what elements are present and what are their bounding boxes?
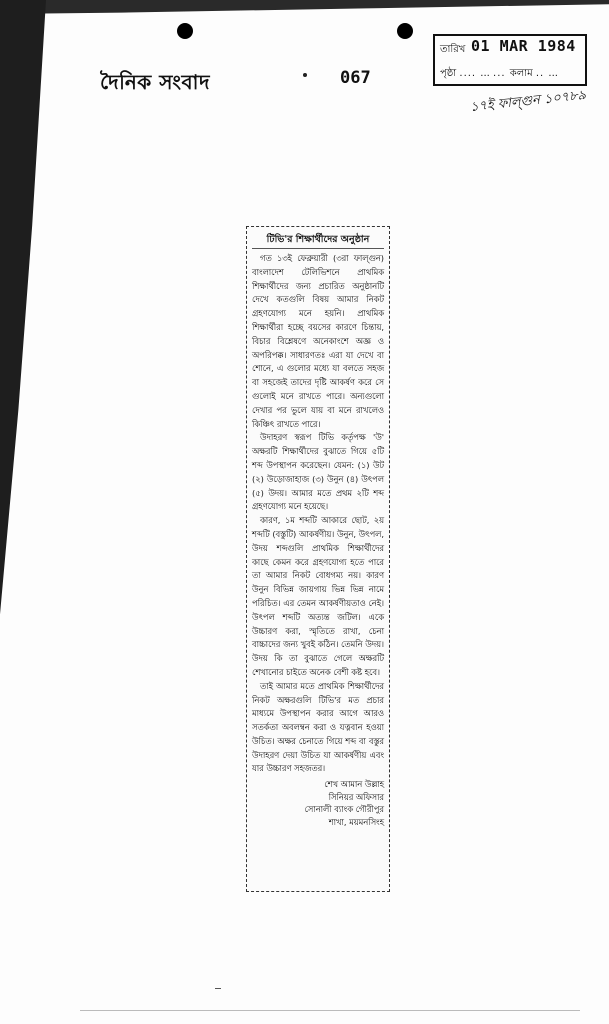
article-signature (252, 778, 384, 828)
newspaper-masthead: দৈনিক সংবাদ (100, 70, 210, 94)
bottom-scuff (80, 1010, 580, 1011)
torn-left-edge (0, 0, 46, 1024)
article-paragraph: উদাহরণ স্বরূপ টিভি কর্তৃপক্ষ 'উ' অক্ষরটি শিক্ষার্থীদের বুঝাতে গিয়ে ৫টি শব্দ উপস্থাপন করেছেন। যেমন: (১) উট (২) উড়োজাহাজ (৩) উনুন (৪) উৎপল (৫) উদয়। আমার মতে প্রথম ২টি শব্দ গ্রহণযোগ্য মনে হয়েছে। (252, 432, 384, 512)
newspaper-clipping (246, 226, 390, 892)
page-number: 067 (340, 68, 371, 88)
handwritten-date-note: ১৭ই ফাল্গুন ১০৭৮৯ (469, 87, 587, 116)
signature-designation: সিনিয়র অফিসার (328, 791, 384, 802)
article-paragraph: কারণ, ১ম শব্দটি আকারে ছোট, ২য় শব্দটি (বস্তুটি) আকর্ষণীয়। উনুন, উৎপল, উদয় শব্দগুলি প্রাথমিক শিক্ষার্থীদের কাছে কেমন করে গ্রহণযোগ্য হতে পারে তা আমার নিকট বোধগম্য নয়। কারণ উনুন বিভিন্ন জায়গায় ভিন্ন ভিন্ন নামে পরিচিত। এর তেমন আকর্ষণীয়তাও নেই। উৎপল শব্দটি অত্যন্ত জটিল। একে উচ্চারণ করা, স্মৃতিতে রাখা, চেনা বাচ্চাদের জন্য খুবই কঠিন। তেমনি উদয়। উদয় কি তা বুঝাতে গেলে অক্ষরটি শেখানোর চাইতে অনেক বেশী কষ্ট হবে। (252, 515, 384, 677)
article-paragraph: গত ১৩ই ফেব্রুয়ারী (৩রা ফাল্গুন) বাংলাদেশ টেলিভিশনে প্রাথমিক শিক্ষার্থীদের জন্য প্রচারিত অনুষ্ঠানটি দেখে কতগুলি বিষয় আমার নিকট গ্রহণযোগ্য মনে হয়নি। প্রাথমিক শিক্ষার্থীরা হচ্ছে বয়সের কারণে চিন্তায়, বিচার বিশ্লেষণে অনেকাংশে অজ্ঞ ও অপরিপক্ক। সাধারণতঃ এরা যা দেখে বা শোনে, এ গুলোর মধ্যে যা বলতে সহজ বা সহজেই তাদের দৃষ্টি আকর্ষণ করে সে গুলোই মনে রাখতে পারে। অন্যগুলো দেখার পর ভুলে যায় বা মনে রাখলেও কিঞ্চিৎ রাখতে পারে। (252, 253, 384, 429)
torn-top-edge (0, 0, 609, 14)
stamp-page-label: পৃষ্ঠা (440, 68, 457, 79)
stamp-page-value: ... (480, 68, 490, 79)
stamp-column-value: ... (548, 68, 558, 79)
date-stamp (433, 34, 587, 86)
stamp-date-label: তারিখ (440, 44, 466, 55)
stamp-column-label: কলাম (509, 68, 533, 79)
article-paragraph: তাই আমার মতে প্রাথমিক শিক্ষার্থীদের নিকট অক্ষরগুলি টিভি'র মত প্রচার মাধ্যমে উপস্থাপন করার আগে আরও সতর্কতা অবলম্বন করা ও যত্নবান হওয়া উচিত। অক্ষর চেনাতে গিয়ে শব্দ বা বস্তুর উদাহরণ দেয়া উচিত যা আকর্ষণীয় এবং যার উচ্চারণ সহজতর। (252, 680, 384, 774)
stamp-date-row (440, 42, 465, 59)
signature-branch: শাখা, ময়মনসিংহ (328, 816, 384, 827)
article-title: টিভি'র শিক্ষার্থীদের অনুষ্ঠান (252, 233, 384, 249)
signature-organization: সোনালী ব্যাংক গৌরীপুর (304, 804, 384, 815)
stamp-date-value: 01 MAR 1984 (471, 37, 576, 55)
punch-hole-left (177, 23, 193, 39)
punch-hole-right (397, 23, 413, 39)
stamp-page-row: পৃষ্ঠা .... ... ... কলাম .. ... (440, 68, 558, 79)
signature-name: শেখ আমান উল্লাহ (324, 779, 384, 790)
speck (303, 73, 307, 77)
speck-bottom (215, 988, 221, 989)
